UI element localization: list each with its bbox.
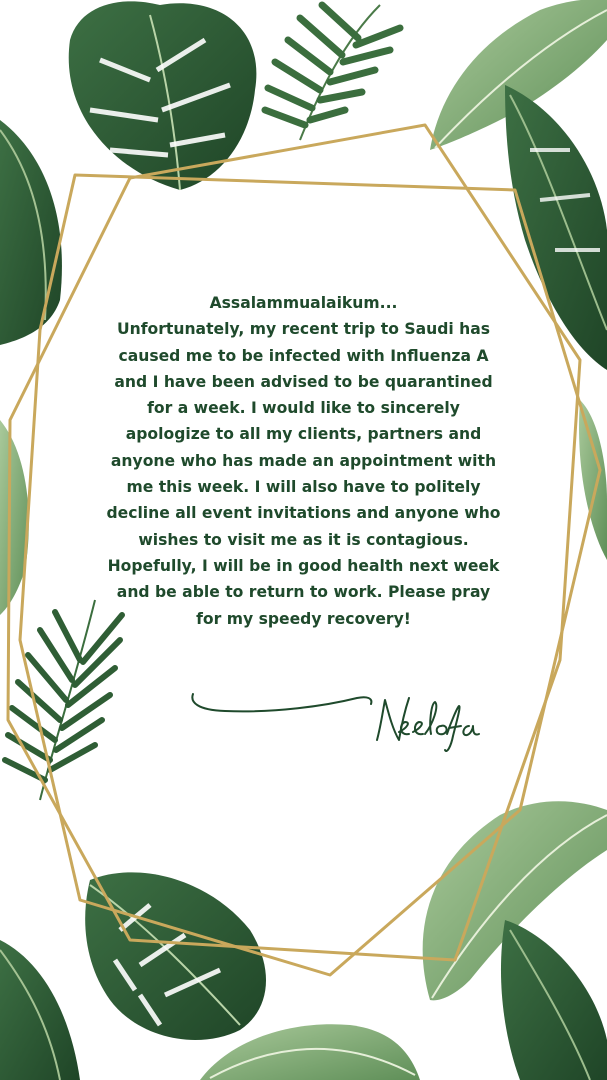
message-line: apologize to all my clients, partners and (125, 425, 482, 444)
message-line: decline all event invitations and anyone who (106, 504, 501, 523)
message-line: for my speedy recovery! (196, 609, 411, 628)
leaf-icon (0, 120, 62, 345)
message-line: me this week. I will also have to politely (126, 478, 481, 497)
message-line: Hopefully, I will be in good health next week (107, 556, 500, 575)
message-line: Assalammualaikum... (209, 294, 398, 312)
announcement-message (70, 290, 537, 632)
message-line: and I have been advised to be quarantined (114, 372, 493, 391)
message-line: Unfortunately, my recent trip to Saudi has (116, 320, 491, 339)
leaf-icon (501, 920, 607, 1080)
message-line: caused me to be infected with Influenza A (118, 346, 489, 365)
message-line: wishes to visit me as it is contagious. (138, 530, 469, 549)
handwritten-signature (185, 680, 485, 760)
leaf-icon (0, 940, 80, 1080)
message-line: and be able to return to work. Please pray (116, 583, 491, 602)
palm-leaf-icon (265, 5, 400, 140)
monstera-leaf-icon (85, 872, 266, 1040)
message-line: for a week. I would like to sincerely (147, 399, 460, 418)
message-line: anyone who has made an appointment with (110, 451, 497, 470)
